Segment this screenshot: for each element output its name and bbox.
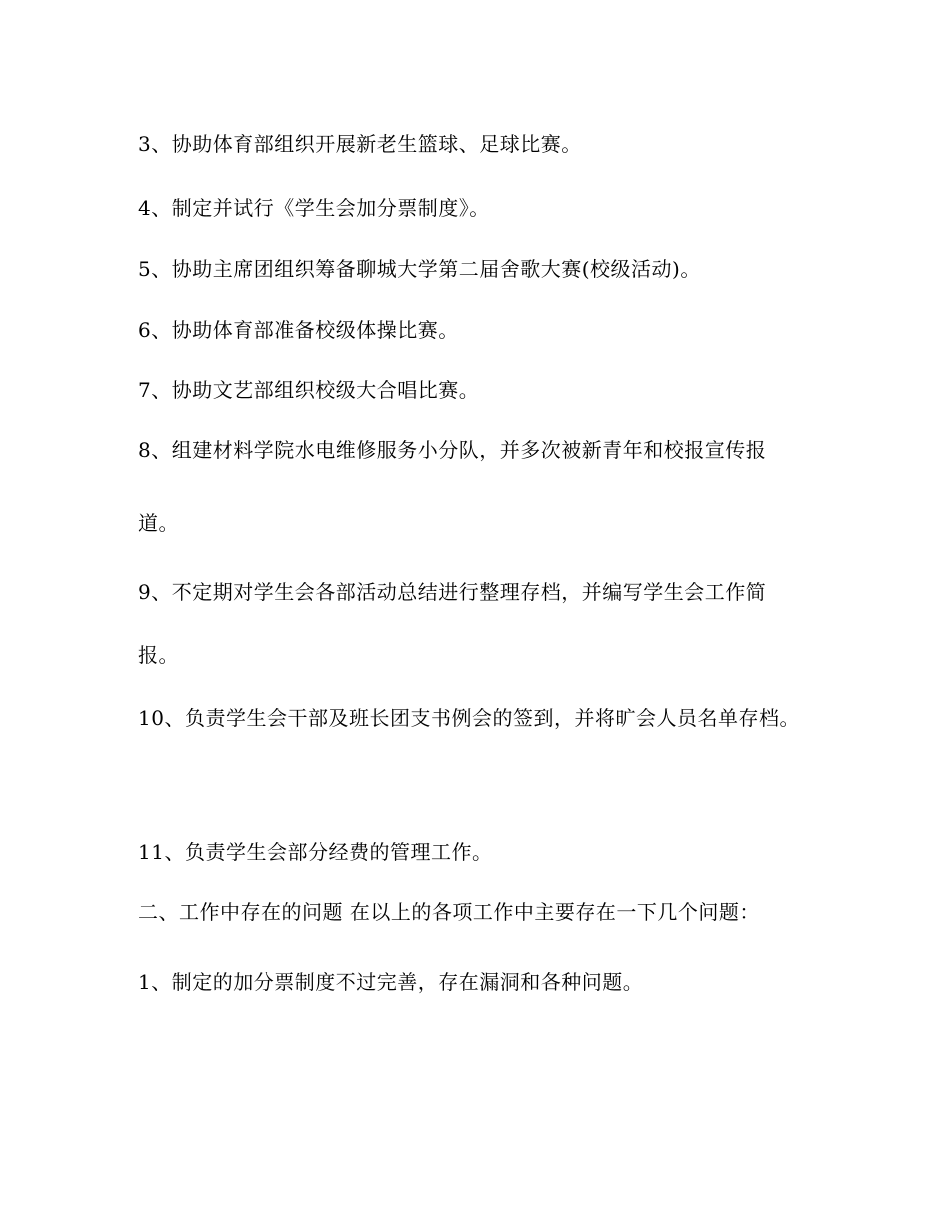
text-line: 7、协助文艺部组织校级大合唱比赛。: [138, 378, 480, 402]
text-line: 5、协助主席团组织筹备聊城大学第二届舍歌大赛(校级活动)。: [138, 257, 701, 281]
text-line: 11、负责学生会部分经费的管理工作。: [138, 840, 493, 864]
text-line: 8、组建材料学院水电维修服务小分队，并多次被新青年和校报宣传报: [138, 438, 767, 462]
text-line: 1、制定的加分票制度不过完善，存在漏洞和各种问题。: [138, 970, 644, 994]
section-heading: 二、工作中存在的问题 在以上的各项工作中主要存在一下几个问题：: [138, 900, 760, 924]
text-line: 报。: [138, 643, 179, 667]
text-line: 10、负责学生会干部及班长团支书例会的签到，并将旷会人员名单存档。: [138, 706, 800, 730]
text-line: 9、不定期对学生会各部活动总结进行整理存档，并编写学生会工作简: [138, 580, 767, 604]
text-line: 4、制定并试行《学生会加分票制度》。: [138, 196, 490, 220]
text-line: 3、协助体育部组织开展新老生篮球、足球比赛。: [138, 132, 582, 156]
text-line: 道。: [138, 511, 179, 535]
text-line: 6、协助体育部准备校级体操比赛。: [138, 318, 459, 342]
